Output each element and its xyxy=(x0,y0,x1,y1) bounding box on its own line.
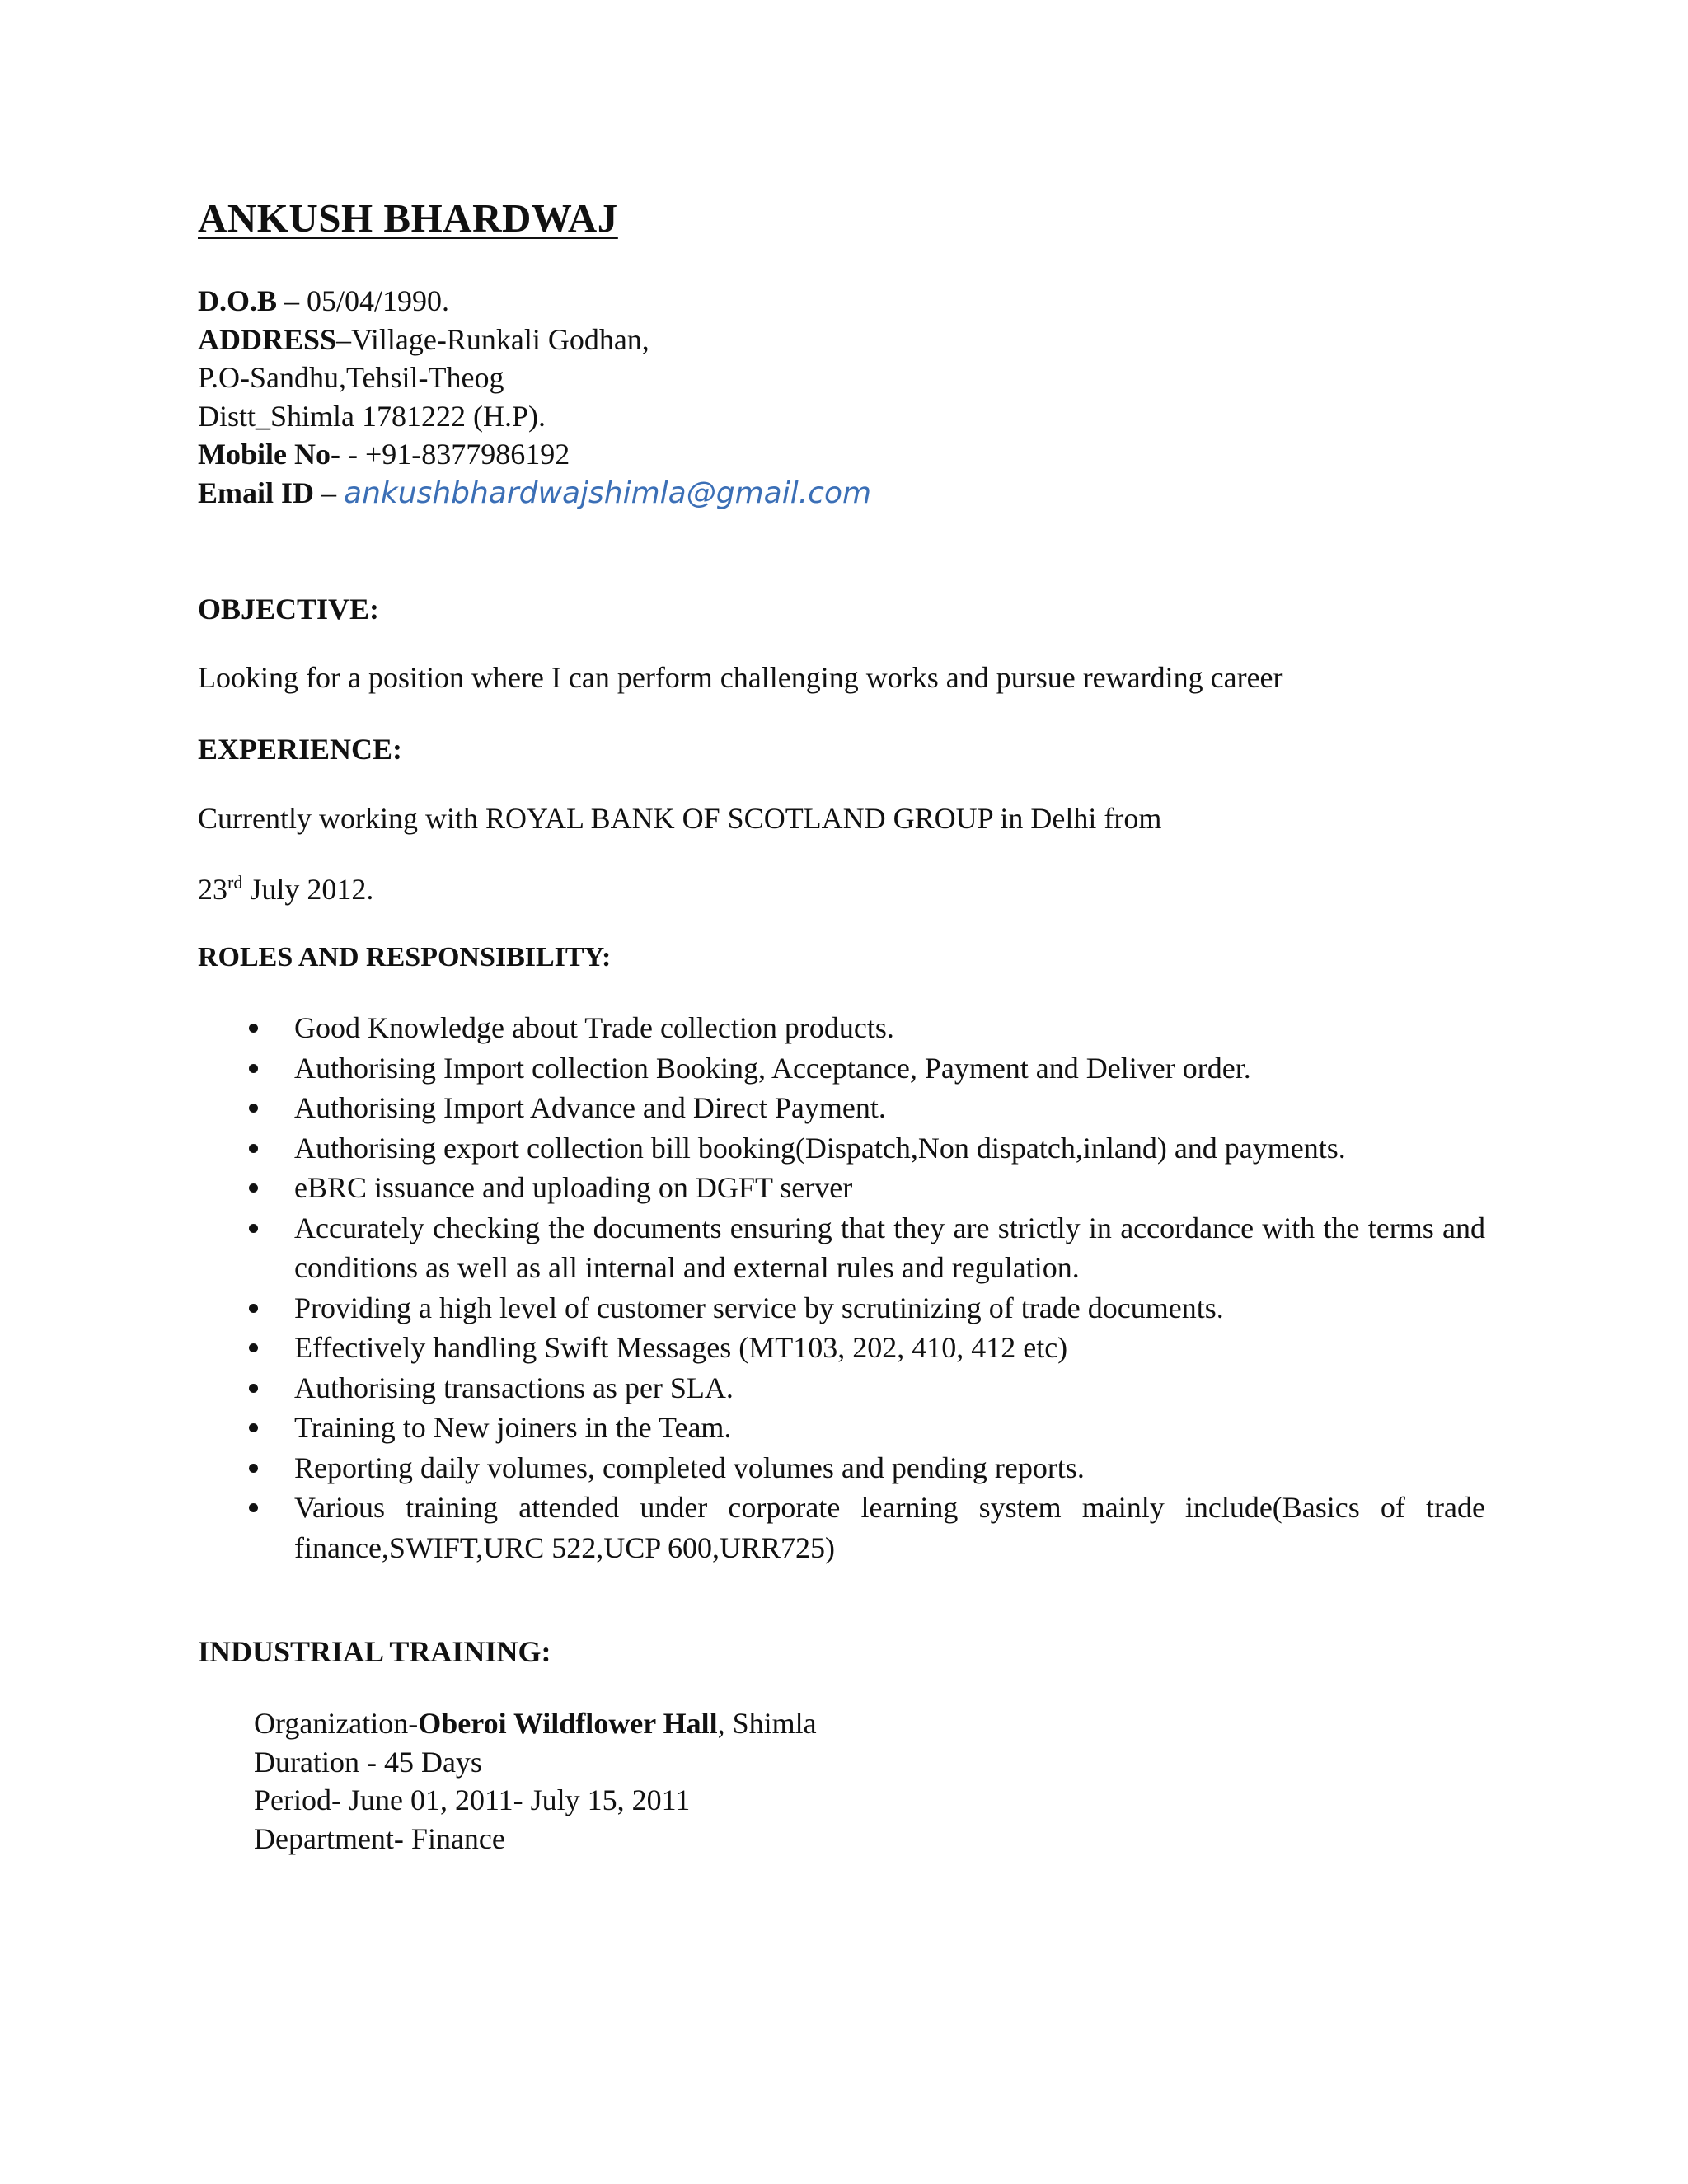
list-item-text: Training to New joiners in the Team. xyxy=(294,1411,732,1444)
roles-list xyxy=(198,1008,1485,1568)
experience-date xyxy=(198,872,373,907)
bullet-icon xyxy=(249,1144,258,1153)
experience-heading: EXPERIENCE: xyxy=(198,733,403,766)
list-item xyxy=(198,1408,1485,1448)
bullet-icon xyxy=(249,1183,258,1193)
mobile-value: - +91-8377986192 xyxy=(340,438,570,471)
mobile-label: Mobile No- xyxy=(198,438,340,471)
bullet-icon xyxy=(249,1503,258,1512)
email-separator: – xyxy=(314,476,345,509)
objective-heading: OBJECTIVE: xyxy=(198,593,380,626)
objective-text: Looking for a position where I can perform challenging works and pursue rewarding career xyxy=(198,661,1283,694)
date-day: 23 xyxy=(198,873,227,906)
bullet-icon xyxy=(249,1064,258,1073)
list-item xyxy=(198,1088,1485,1128)
date-rest: July 2012. xyxy=(242,873,374,906)
address-row xyxy=(198,321,871,359)
industrial-training-heading: INDUSTRIAL TRAINING: xyxy=(198,1635,551,1668)
address-label: ADDRESS xyxy=(198,322,337,356)
list-item-text: Authorising transactions as per SLA. xyxy=(294,1371,734,1404)
period-row: Period- June 01, 2011- July 15, 2011 xyxy=(254,1783,691,1816)
list-item-text: Providing a high level of customer service by scrutinizing of trade documents. xyxy=(294,1291,1224,1324)
list-item xyxy=(198,1328,1485,1368)
email-link[interactable]: ankushbhardwajshimla@gmail.com xyxy=(344,476,872,510)
list-item-text: Accurately checking the documents ensuring that they are strictly in accordance with the terms and conditions as well as all internal and external rules and regulation. xyxy=(294,1211,1485,1284)
address-line-2: P.O-Sandhu,Tehsil-Theog xyxy=(198,361,504,394)
dob-label: D.O.B xyxy=(198,284,278,317)
bullet-icon xyxy=(249,1304,258,1313)
bullet-icon xyxy=(249,1224,258,1233)
department-row: Department- Finance xyxy=(254,1821,505,1855)
list-item-text: eBRC issuance and uploading on DGFT server xyxy=(294,1171,853,1204)
duration-row: Duration - 45 Days xyxy=(254,1745,482,1779)
candidate-name: ANKUSH BHARDWAJ xyxy=(198,195,618,241)
address-line-3: Distt_Shimla 1781222 (H.P). xyxy=(198,399,546,433)
bullet-icon xyxy=(249,1104,258,1113)
list-item-text: Reporting daily volumes, completed volumes and pending reports. xyxy=(294,1451,1085,1484)
list-item xyxy=(198,1288,1485,1329)
list-item xyxy=(198,1048,1485,1089)
organization-row xyxy=(254,1704,817,1743)
date-suffix: rd xyxy=(227,872,243,893)
address-line-1: –Village-Runkali Godhan, xyxy=(336,322,649,356)
list-item-text: Good Knowledge about Trade collection products. xyxy=(294,1011,894,1044)
list-item xyxy=(198,1008,1485,1048)
email-row xyxy=(198,474,871,513)
bullet-icon xyxy=(249,1024,258,1033)
email-label: Email ID xyxy=(198,476,315,509)
dob-row xyxy=(198,282,871,321)
organization-name: Oberoi Wildflower Hall xyxy=(418,1707,718,1740)
list-item-text: Authorising export collection bill booking(Dispatch,Non dispatch,inland) and payments. xyxy=(294,1131,1346,1165)
list-item xyxy=(198,1368,1485,1408)
list-item-text: Various training attended under corporate learning system mainly include(Basics of trade finance,SWIFT,URC 522,UCP 600,URR725) xyxy=(294,1491,1485,1564)
mobile-row xyxy=(198,435,871,474)
experience-text: Currently working with ROYAL BANK OF SCOTLAND GROUP in Delhi from xyxy=(198,802,1162,835)
list-item xyxy=(198,1488,1485,1568)
bullet-icon xyxy=(249,1384,258,1393)
bullet-icon xyxy=(249,1343,258,1352)
organization-label: Organization- xyxy=(254,1707,419,1740)
list-item-text: Authorising Import Advance and Direct Payment. xyxy=(294,1091,886,1124)
list-item xyxy=(198,1448,1485,1488)
list-item xyxy=(198,1208,1485,1288)
roles-heading: ROLES AND RESPONSIBILITY: xyxy=(198,942,612,972)
dob-value: – 05/04/1990. xyxy=(277,284,450,317)
organization-place: , Shimla xyxy=(717,1707,817,1740)
contact-block xyxy=(198,282,871,513)
list-item xyxy=(198,1168,1485,1208)
industrial-training-block xyxy=(254,1704,817,1858)
list-item xyxy=(198,1128,1485,1169)
bullet-icon xyxy=(249,1423,258,1432)
bullet-icon xyxy=(249,1464,258,1473)
list-item-text: Authorising Import collection Booking, Acceptance, Payment and Deliver order. xyxy=(294,1051,1251,1085)
list-item-text: Effectively handling Swift Messages (MT103, 202, 410, 412 etc) xyxy=(294,1331,1068,1364)
